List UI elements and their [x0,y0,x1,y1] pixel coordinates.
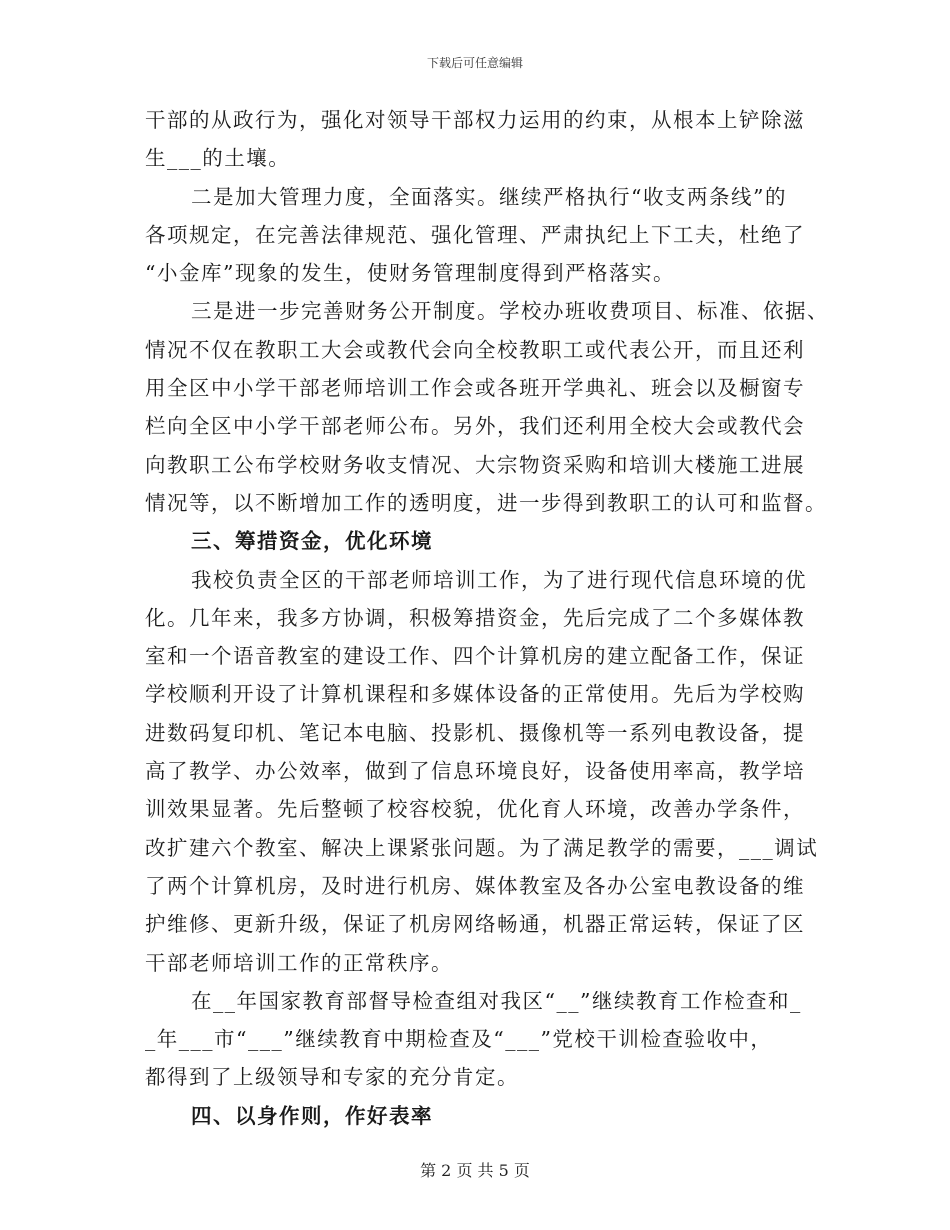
text-line: 改扩建六个教室、解决上课紧张问题。为了满足教学的需要，___调试 [145,835,819,860]
text-line: 了两个计算机房，及时进行机房、媒体教室及各办公室电教设备的维 [145,873,805,898]
page-number: 第 2 页 共 5 页 [420,1161,530,1180]
text-line: 各项规定，在完善法律规范、强化管理、严肃执纪上下工夫，杜绝了 [145,222,805,247]
text-line: 高了教学、办公效率，做到了信息环境良好，设备使用率高，教学培 [145,759,805,784]
text-line: 向教职工公布学校财务收支情况、大宗物资采购和培训大楼施工进展 [145,452,805,477]
text-line: 进数码复印机、笔记本电脑、投影机、摄像机等一系列电教设备，提 [145,720,805,745]
paragraph-start: 我校负责全区的干部老师培训工作，为了进行现代信息环境的优 [191,567,807,592]
paragraph-start: 在__年国家教育部督导检查组对我区“__”继续教育工作检查和_ [191,988,802,1013]
text-line: 室和一个语音教室的建设工作、四个计算机房的建立配备工作，保证 [145,644,805,669]
text-line: “小金库”现象的发生，使财务管理制度得到严格落实。 [145,261,675,286]
text-line: 护维修、更新升级，保证了机房网络畅通，机器正常运转，保证了区 [145,912,805,937]
paragraph-start: 二是加大管理力度，全面落实。继续严格执行“收支两条线”的 [191,184,787,209]
paragraph-start: 三是进一步完善财务公开制度。学校办班收费项目、标准、依据、 [191,299,829,324]
page-header-note: 下载后可任意编辑 [426,56,523,70]
text-line: 情况等，以不断增加工作的透明度，进一步得到教职工的认可和监督。 [145,490,827,515]
section-heading: 三、筹措资金，优化环境 [191,529,433,554]
text-line: 干部的从政行为，强化对领导干部权力运用的约束，从根本上铲除滋 [145,108,805,132]
text-line: 都得到了上级领导和专家的充分肯定。 [145,1065,519,1090]
document-body [145,101,829,1135]
text-line: 化。几年来，我多方协调，积极筹措资金，先后完成了二个多媒体教 [145,605,805,630]
text-line: 情况不仅在教职工大会或教代会向全校教职工或代表公开，而且还利 [145,337,805,362]
text-line: 用全区中小学干部老师培训工作会或各班开学典礼、班会以及橱窗专 [145,376,805,401]
text-line: 学校顺利开设了计算机课程和多媒体设备的正常使用。先后为学校购 [145,682,805,707]
text-line: _年___市“___”继续教育中期检查及“___”党校干训检查验收中， [145,1027,773,1052]
section-heading: 四、以身作则，作好表率 [191,1103,433,1128]
text-line: 干部老师培训工作的正常秩序。 [145,950,453,975]
text-line: 生___的土壤。 [145,146,291,171]
text-line: 训效果显著。先后整顿了校容校貌，优化育人环境，改善办学条件， [145,797,805,822]
text-line: 栏向全区中小学干部老师公布。另外，我们还利用全校大会或教代会 [145,414,805,439]
